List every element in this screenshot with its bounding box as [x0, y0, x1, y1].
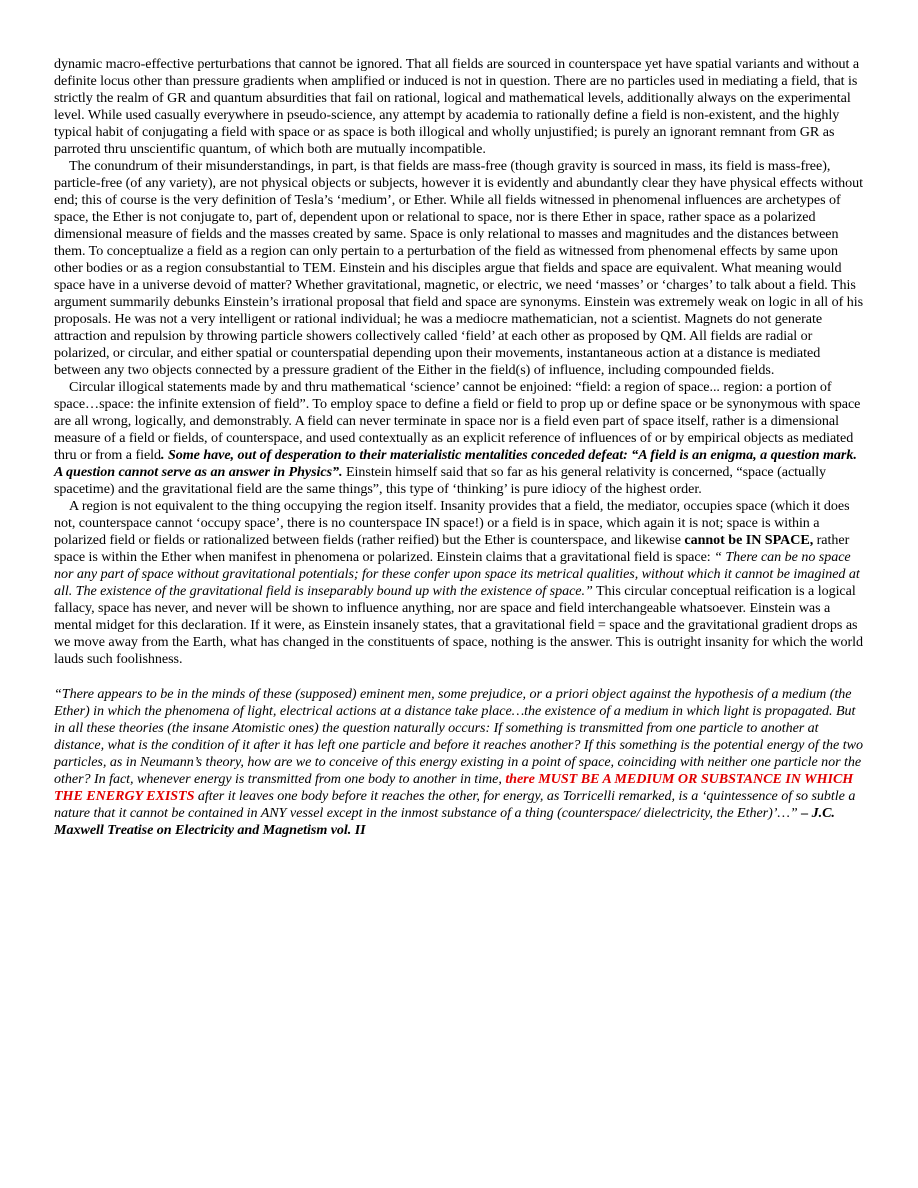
- paragraph-1: [54, 56, 864, 158]
- document-page: [54, 56, 864, 839]
- paragraph-1-text: dynamic macro-effective perturbations that cannot be ignored. That all fields are sourced in counterspace yet have spatial variants and without a definite locus other than pressure gradients when amplified or induced is not in question. There are no particles used in mediating a field, that is strictly the realm of GR and quantum absurdities that fail on rational, logical and mathematical levels, additionally always on the experimental level. While used casually everywhere in pseudo-science, any attempt by academia to rationally define a field is non-existent, and the highly typical habit of conjugating a field with space or as space is both illogical and wholly unjustified; is purely an ignorant remnant from GR as parroted thru unscientific quantum, of which both are mutually incompatible.: [54, 56, 860, 157]
- maxwell-citation: – J.C. Maxwell Treatise on Electricity and Magnetism vol. II: [54, 805, 835, 838]
- paragraph-4: [54, 498, 864, 668]
- paragraph-2: [54, 158, 864, 379]
- maxwell-quote: [54, 686, 864, 839]
- einstein-quote: “ There can be no space nor any part of space without gravitational potentials; for these confer upon space its metrical qualities, without which it cannot be imagined at all. The existence of the gravitational field is inseparably bound up with the existence of space.”: [54, 549, 860, 599]
- paragraph-3-tail: Einstein himself said that so far as his general relativity is concerned, “space (actually spacetime) and the gravitational field are the same things”, this type of ‘thinking’ is pure idiocy of the highest order.: [54, 464, 826, 497]
- maxwell-quote-continued: after it leaves one body before it reaches the other, for energy, as Torricelli remarked, is a ‘quintessence of so subtle a nature that it cannot be contained in ANY vessel except in the inmost substance of a thing (counterspace/ dielectricity, the Ether)’…”: [54, 788, 856, 821]
- paragraph-2-text: The conundrum of their misunderstandings, in part, is that fields are mass-free (though gravity is sourced in mass, its field is mass-free), particle-free (of any variety), are not physical objects or subjects, however it is evidently and abundantly clear they have physical effects without end; this of course is the very definition of Tesla’s ‘medium’, or Ether. While all fields witnessed in phenomenal influences are archetypes of space, the Ether is not conjugate to, part of, dependent upon or relational to space, nor is there Ether in space, rather space as a polarized dimensional measure of fields and the masses created by same. Space is only relational to masses and magnitudes and the distances between them. To conceptualize a field as a region can only pertain to a perturbation of the field as witnessed from phenomenal effects by same upon other bodies or as a region consubstantial to TEM. Einstein and his disciples argue that fields and space are equivalent. What meaning would space have in a universe devoid of matter? Whether gravitational, magnetic, or electric, we need ‘masses’ or ‘charges’ to talk about a field. This argument summarily debunks Einstein’s irrational proposal that field and space are synonyms. Einstein was extremely weak on logic in all of his proposals. He was not a very intelligent or rational individual; he was a mediocre mathematician, not a scientist. Magnets do not generate attraction and repulsion by throwing particle showers collectively called ‘field’ at each other as proposed by QM. All fields are radial or polarized, or circular, and either spatial or counterspatial depending upon their movements, instantaneous action at a distance is mediated between any two objects connected by a pressure gradient of the Either in the field(s) of influence, including compounded fields.: [54, 158, 864, 378]
- maxwell-quote-red-emphasis: there MUST BE A MEDIUM OR SUBSTANCE IN WHICH THE ENERGY EXISTS: [54, 771, 854, 804]
- paragraph-4-bold: cannot be IN SPACE,: [684, 532, 814, 548]
- maxwell-quote-text: “There appears to be in the minds of these (supposed) eminent men, some prejudice, or a priori object against the hypothesis of a medium (the Ether) in which the phenomena of light, electrical actions at a distance take place…the existence of a medium in which light is propagated. But in all these theories (the insane Atomistic ones) the question naturally occurs: If something is transmitted from one particle to another at distance, what is the condition of it after it has left one particle and before it reaches another? If this something is the potential energy of the two particles, as in Neumann’s theory, how are we to conceive of this energy existing in a point of space, coinciding with neither one particle nor the other? In fact, whenever energy is transmitted from one body to another in time,: [54, 686, 863, 787]
- paragraph-4-text: A region is not equivalent to the thing occupying the region itself. Insanity provides that a field, the mediator, occupies space (which it does not, counterspace cannot ‘occupy space’, there is no counterspace IN space!) or a field is in space, which again it is not; space is within a polarized field or fields or rationalized between fields (rather reified) but the Ether is counterspace, and likewise: [54, 498, 850, 548]
- paragraph-3-emphasis: . Some have, out of desperation to their materialistic mentalities conceded defeat: “A field is an enigma, a question mark. A question cannot serve as an answer in Physics”.: [54, 447, 857, 480]
- paragraph-3-text: Circular illogical statements made by and thru mathematical ‘science’ cannot be enjoined: “field: a region of space... region: a portion of space…space: the infinite extension of field”. To employ space to define a field or field to prop up or define space or be synonymous with space are all wrong, logically, and demonstrably. A field can never terminate in space nor is a field even part of space itself, rather is a dimensional measure of a field or fields, of counterspace, and used contextually as an explicit reference of influences of or by empirical objects as mediated thru or from a field: [54, 379, 861, 463]
- paragraph-3: [54, 379, 864, 498]
- paragraph-4-mid: rather space is within the Ether when manifest in phenomena or polarized. Einstein claims that a gravitational field is space:: [54, 532, 850, 565]
- paragraph-4-tail: This circular conceptual reification is a logical fallacy, space has never, and never will be shown to influence anything, nor are space and field interchangeable whatsoever. Einstein was a mental midget for this declaration. If it were, as Einstein insanely states, that a gravitational field = space and the gravitational gradient drops as we move away from the Earth, what has changed in the constituents of space, nothing is the answer. This is outright insanity for which the world lauds such foolishness.: [54, 583, 864, 667]
